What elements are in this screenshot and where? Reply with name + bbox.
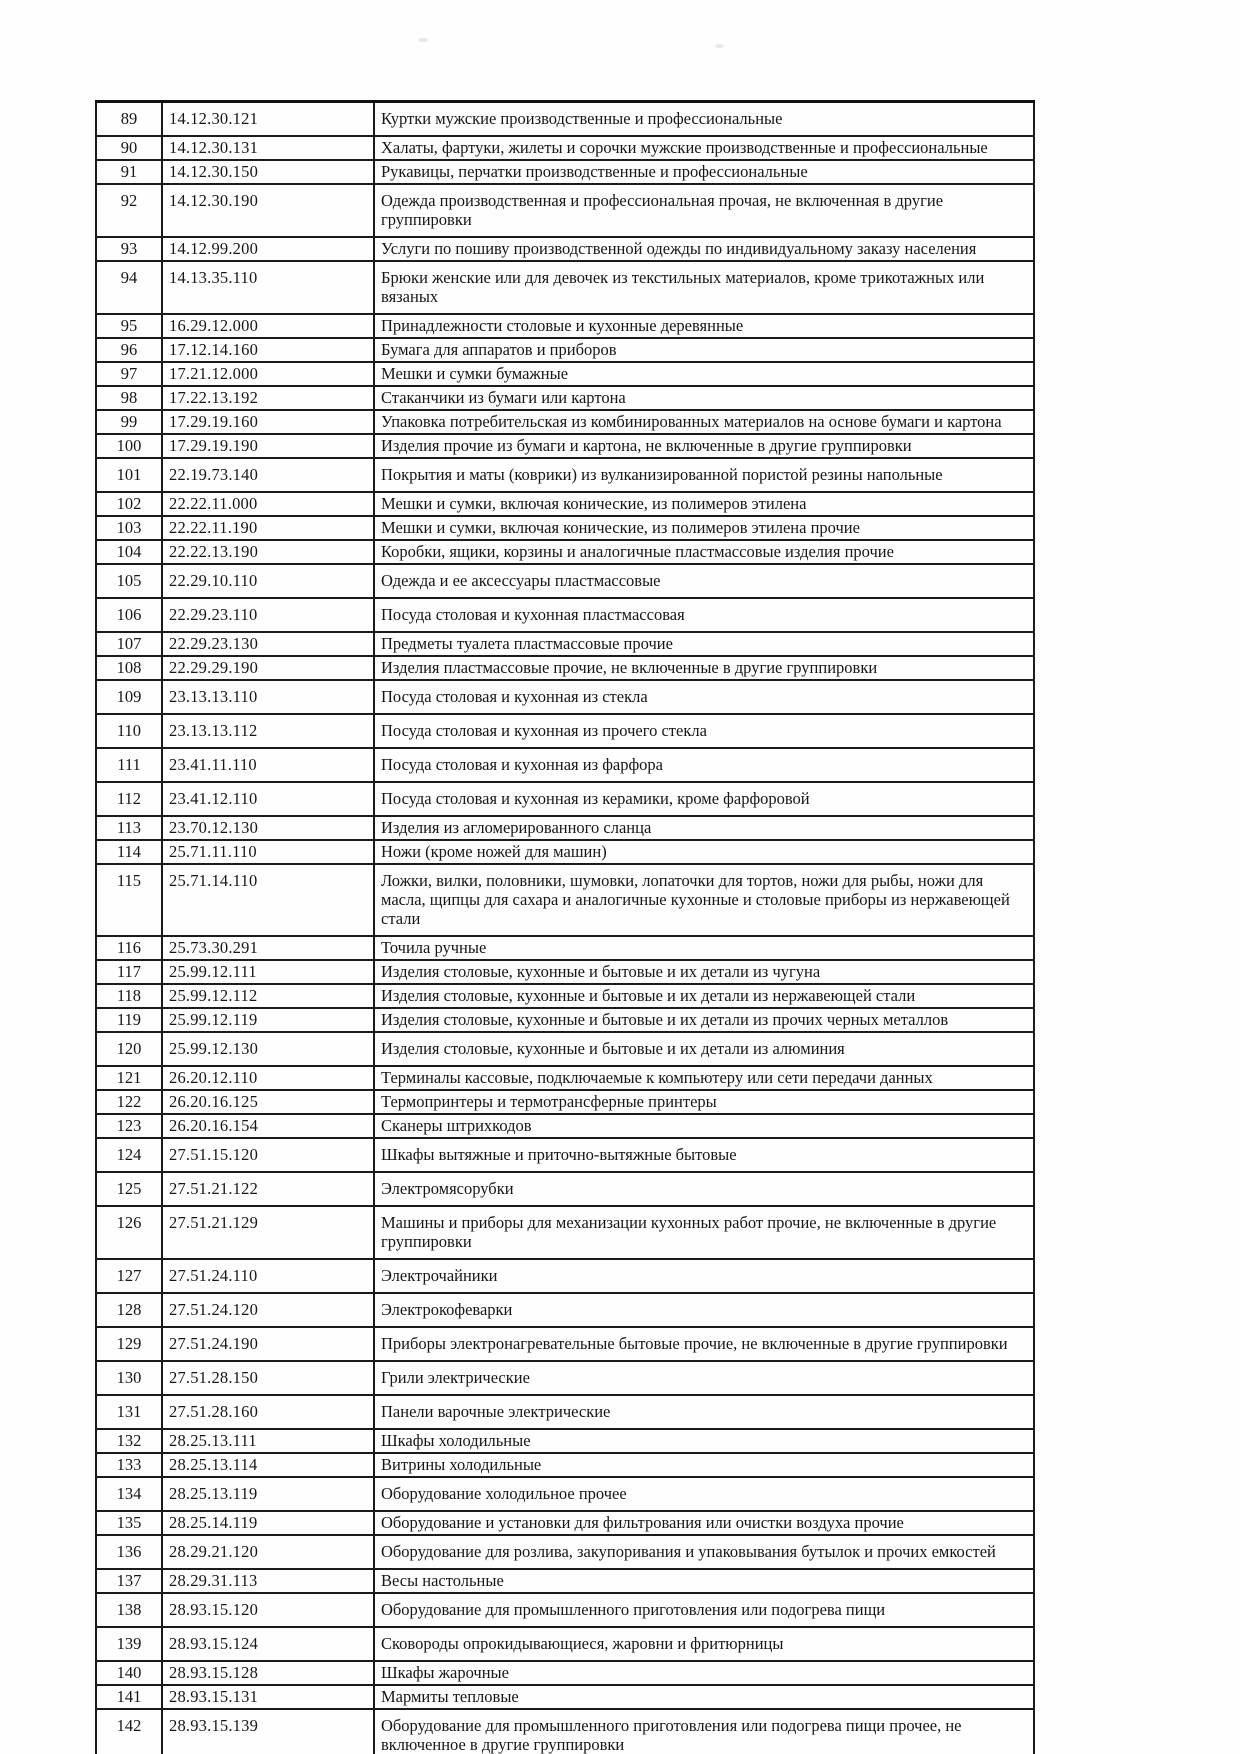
table-row xyxy=(96,1627,1034,1661)
row-number-cell: 95 xyxy=(96,314,162,338)
row-number-cell: 110 xyxy=(96,714,162,748)
product-name-cell: Услуги по пошиву производственной одежды по индивидуальному заказу населения xyxy=(374,237,1034,261)
row-number-cell: 130 xyxy=(96,1361,162,1395)
scan-smudge xyxy=(418,38,428,42)
row-number-cell: 114 xyxy=(96,840,162,864)
row-number-cell: 105 xyxy=(96,564,162,598)
row-number-cell: 133 xyxy=(96,1453,162,1477)
row-number-cell: 109 xyxy=(96,680,162,714)
product-name-cell: Изделия из агломерированного сланца xyxy=(374,816,1034,840)
product-name-cell: Изделия прочие из бумаги и картона, не включенные в другие группировки xyxy=(374,434,1034,458)
product-code-cell: 23.41.12.110 xyxy=(162,782,374,816)
product-name-cell: Оборудование для промышленного приготовления или подогрева пищи xyxy=(374,1593,1034,1627)
product-name-cell: Посуда столовая и кухонная из прочего стекла xyxy=(374,714,1034,748)
row-number-cell: 119 xyxy=(96,1008,162,1032)
table-row xyxy=(96,362,1034,386)
product-code-cell: 28.25.13.111 xyxy=(162,1429,374,1453)
row-number-cell: 101 xyxy=(96,458,162,492)
table-row xyxy=(96,1395,1034,1429)
table-row xyxy=(96,1709,1034,1754)
table-row xyxy=(96,1477,1034,1511)
row-number-cell: 113 xyxy=(96,816,162,840)
table-row xyxy=(96,816,1034,840)
product-code-cell: 28.25.13.114 xyxy=(162,1453,374,1477)
product-code-cell: 26.20.16.125 xyxy=(162,1090,374,1114)
product-name-cell: Одежда и ее аксессуары пластмассовые xyxy=(374,564,1034,598)
product-name-cell: Бумага для аппаратов и приборов xyxy=(374,338,1034,362)
row-number-cell: 141 xyxy=(96,1685,162,1709)
product-code-cell: 26.20.16.154 xyxy=(162,1114,374,1138)
table-row xyxy=(96,102,1034,137)
product-code-cell: 25.99.12.130 xyxy=(162,1032,374,1066)
product-code-cell: 27.51.21.129 xyxy=(162,1206,374,1259)
table-row xyxy=(96,1114,1034,1138)
row-number-cell: 99 xyxy=(96,410,162,434)
product-code-cell: 27.51.24.190 xyxy=(162,1327,374,1361)
product-name-cell: Коробки, ящики, корзины и аналогичные пластмассовые изделия прочие xyxy=(374,540,1034,564)
table-row xyxy=(96,984,1034,1008)
product-code-cell: 28.93.15.139 xyxy=(162,1709,374,1754)
row-number-cell: 121 xyxy=(96,1066,162,1090)
row-number-cell: 118 xyxy=(96,984,162,1008)
row-number-cell: 124 xyxy=(96,1138,162,1172)
product-code-cell: 28.25.13.119 xyxy=(162,1477,374,1511)
row-number-cell: 123 xyxy=(96,1114,162,1138)
product-name-cell: Витрины холодильные xyxy=(374,1453,1034,1477)
row-number-cell: 139 xyxy=(96,1627,162,1661)
table-row xyxy=(96,261,1034,314)
product-code-cell: 17.22.13.192 xyxy=(162,386,374,410)
product-name-cell: Электрочайники xyxy=(374,1259,1034,1293)
product-code-cell: 28.93.15.120 xyxy=(162,1593,374,1627)
row-number-cell: 112 xyxy=(96,782,162,816)
table-row xyxy=(96,864,1034,936)
table-row xyxy=(96,840,1034,864)
table-row xyxy=(96,1172,1034,1206)
table-row xyxy=(96,1327,1034,1361)
row-number-cell: 100 xyxy=(96,434,162,458)
table-row xyxy=(96,632,1034,656)
product-name-cell: Принадлежности столовые и кухонные деревянные xyxy=(374,314,1034,338)
row-number-cell: 136 xyxy=(96,1535,162,1569)
table-row xyxy=(96,458,1034,492)
table-row xyxy=(96,598,1034,632)
table-row xyxy=(96,160,1034,184)
product-name-cell: Изделия столовые, кухонные и бытовые и их детали из нержавеющей стали xyxy=(374,984,1034,1008)
table-row xyxy=(96,1661,1034,1685)
product-name-cell: Рукавицы, перчатки производственные и профессиональные xyxy=(374,160,1034,184)
table-row xyxy=(96,1593,1034,1627)
table-row xyxy=(96,1066,1034,1090)
table-row xyxy=(96,492,1034,516)
row-number-cell: 131 xyxy=(96,1395,162,1429)
row-number-cell: 140 xyxy=(96,1661,162,1685)
product-name-cell: Стаканчики из бумаги или картона xyxy=(374,386,1034,410)
product-code-cell: 28.93.15.131 xyxy=(162,1685,374,1709)
product-code-cell: 17.21.12.000 xyxy=(162,362,374,386)
table-row xyxy=(96,1032,1034,1066)
product-code-cell: 17.12.14.160 xyxy=(162,338,374,362)
product-name-cell: Мешки и сумки, включая конические, из полимеров этилена xyxy=(374,492,1034,516)
row-number-cell: 129 xyxy=(96,1327,162,1361)
product-name-cell: Оборудование для промышленного приготовления или подогрева пищи прочее, не включенное в другие группировки xyxy=(374,1709,1034,1754)
row-number-cell: 102 xyxy=(96,492,162,516)
product-code-cell: 22.22.11.000 xyxy=(162,492,374,516)
product-name-cell: Сканеры штрихкодов xyxy=(374,1114,1034,1138)
product-code-cell: 14.12.30.131 xyxy=(162,136,374,160)
product-name-cell: Панели варочные электрические xyxy=(374,1395,1034,1429)
table-row xyxy=(96,410,1034,434)
product-code-cell: 17.29.19.160 xyxy=(162,410,374,434)
row-number-cell: 89 xyxy=(96,102,162,137)
product-name-cell: Термопринтеры и термотрансферные принтеры xyxy=(374,1090,1034,1114)
product-code-cell: 26.20.12.110 xyxy=(162,1066,374,1090)
product-name-cell: Шкафы вытяжные и приточно-вытяжные бытовые xyxy=(374,1138,1034,1172)
product-name-cell: Упаковка потребительская из комбинированных материалов на основе бумаги и картона xyxy=(374,410,1034,434)
product-name-cell: Изделия столовые, кухонные и бытовые и их детали из алюминия xyxy=(374,1032,1034,1066)
table-row xyxy=(96,516,1034,540)
product-code-cell: 25.99.12.111 xyxy=(162,960,374,984)
product-name-cell: Электромясорубки xyxy=(374,1172,1034,1206)
product-code-cell: 22.22.13.190 xyxy=(162,540,374,564)
product-code-cell: 14.12.30.150 xyxy=(162,160,374,184)
row-number-cell: 111 xyxy=(96,748,162,782)
product-name-cell: Мешки и сумки, включая конические, из полимеров этилена прочие xyxy=(374,516,1034,540)
row-number-cell: 104 xyxy=(96,540,162,564)
row-number-cell: 116 xyxy=(96,936,162,960)
row-number-cell: 94 xyxy=(96,261,162,314)
product-name-cell: Оборудование и установки для фильтрования или очистки воздуха прочие xyxy=(374,1511,1034,1535)
row-number-cell: 134 xyxy=(96,1477,162,1511)
row-number-cell: 103 xyxy=(96,516,162,540)
table-row xyxy=(96,314,1034,338)
product-code-cell: 22.29.23.110 xyxy=(162,598,374,632)
table-row xyxy=(96,1685,1034,1709)
table-row xyxy=(96,960,1034,984)
product-code-cell: 14.12.30.190 xyxy=(162,184,374,237)
product-code-cell: 25.99.12.112 xyxy=(162,984,374,1008)
commodity-table xyxy=(95,100,1035,1754)
product-name-cell: Покрытия и маты (коврики) из вулканизированной пористой резины напольные xyxy=(374,458,1034,492)
product-name-cell: Изделия столовые, кухонные и бытовые и их детали из чугуна xyxy=(374,960,1034,984)
product-code-cell: 28.93.15.128 xyxy=(162,1661,374,1685)
product-name-cell: Сковороды опрокидывающиеся, жаровни и фритюрницы xyxy=(374,1627,1034,1661)
product-name-cell: Приборы электронагревательные бытовые прочие, не включенные в другие группировки xyxy=(374,1327,1034,1361)
table-row xyxy=(96,434,1034,458)
row-number-cell: 138 xyxy=(96,1593,162,1627)
product-name-cell: Грили электрические xyxy=(374,1361,1034,1395)
product-code-cell: 14.12.99.200 xyxy=(162,237,374,261)
product-name-cell: Куртки мужские производственные и профессиональные xyxy=(374,102,1034,137)
product-code-cell: 25.71.11.110 xyxy=(162,840,374,864)
row-number-cell: 108 xyxy=(96,656,162,680)
row-number-cell: 127 xyxy=(96,1259,162,1293)
product-name-cell: Оборудование для розлива, закупоривания и упаковывания бутылок и прочих емкостей xyxy=(374,1535,1034,1569)
product-code-cell: 17.29.19.190 xyxy=(162,434,374,458)
product-code-cell: 25.71.14.110 xyxy=(162,864,374,936)
row-number-cell: 93 xyxy=(96,237,162,261)
product-name-cell: Изделия пластмассовые прочие, не включенные в другие группировки xyxy=(374,656,1034,680)
product-name-cell: Посуда столовая и кухонная пластмассовая xyxy=(374,598,1034,632)
table-row xyxy=(96,656,1034,680)
product-name-cell: Весы настольные xyxy=(374,1569,1034,1593)
product-name-cell: Точила ручные xyxy=(374,936,1034,960)
table-row xyxy=(96,748,1034,782)
row-number-cell: 142 xyxy=(96,1709,162,1754)
row-number-cell: 117 xyxy=(96,960,162,984)
product-name-cell: Шкафы жарочные xyxy=(374,1661,1034,1685)
table-row xyxy=(96,1090,1034,1114)
table-row xyxy=(96,136,1034,160)
product-code-cell: 27.51.24.110 xyxy=(162,1259,374,1293)
row-number-cell: 97 xyxy=(96,362,162,386)
scan-smudge xyxy=(715,44,724,48)
product-code-cell: 22.29.10.110 xyxy=(162,564,374,598)
row-number-cell: 126 xyxy=(96,1206,162,1259)
row-number-cell: 98 xyxy=(96,386,162,410)
product-code-cell: 23.41.11.110 xyxy=(162,748,374,782)
product-name-cell: Мешки и сумки бумажные xyxy=(374,362,1034,386)
row-number-cell: 128 xyxy=(96,1293,162,1327)
product-code-cell: 27.51.24.120 xyxy=(162,1293,374,1327)
row-number-cell: 96 xyxy=(96,338,162,362)
row-number-cell: 90 xyxy=(96,136,162,160)
product-name-cell: Терминалы кассовые, подключаемые к компьютеру или сети передачи данных xyxy=(374,1066,1034,1090)
product-code-cell: 22.22.11.190 xyxy=(162,516,374,540)
product-code-cell: 27.51.21.122 xyxy=(162,1172,374,1206)
row-number-cell: 137 xyxy=(96,1569,162,1593)
product-name-cell: Посуда столовая и кухонная из стекла xyxy=(374,680,1034,714)
table-row xyxy=(96,782,1034,816)
table-row xyxy=(96,936,1034,960)
product-code-cell: 23.13.13.110 xyxy=(162,680,374,714)
product-code-cell: 23.13.13.112 xyxy=(162,714,374,748)
product-name-cell: Электрокофеварки xyxy=(374,1293,1034,1327)
table-row xyxy=(96,1453,1034,1477)
product-name-cell: Брюки женские или для девочек из текстильных материалов, кроме трикотажных или вязаных xyxy=(374,261,1034,314)
table-row xyxy=(96,1511,1034,1535)
product-name-cell: Посуда столовая и кухонная из фарфора xyxy=(374,748,1034,782)
row-number-cell: 91 xyxy=(96,160,162,184)
row-number-cell: 135 xyxy=(96,1511,162,1535)
row-number-cell: 107 xyxy=(96,632,162,656)
product-code-cell: 23.70.12.130 xyxy=(162,816,374,840)
table-row xyxy=(96,1535,1034,1569)
product-code-cell: 25.99.12.119 xyxy=(162,1008,374,1032)
product-code-cell: 22.29.23.130 xyxy=(162,632,374,656)
table-row xyxy=(96,1429,1034,1453)
product-code-cell: 16.29.12.000 xyxy=(162,314,374,338)
table-row xyxy=(96,1259,1034,1293)
product-name-cell: Изделия столовые, кухонные и бытовые и их детали из прочих черных металлов xyxy=(374,1008,1034,1032)
product-name-cell: Одежда производственная и профессиональная прочая, не включенная в другие группировки xyxy=(374,184,1034,237)
row-number-cell: 132 xyxy=(96,1429,162,1453)
product-code-cell: 14.12.30.121 xyxy=(162,102,374,137)
table-row xyxy=(96,1569,1034,1593)
row-number-cell: 115 xyxy=(96,864,162,936)
product-code-cell: 28.93.15.124 xyxy=(162,1627,374,1661)
row-number-cell: 122 xyxy=(96,1090,162,1114)
table-row xyxy=(96,237,1034,261)
product-name-cell: Машины и приборы для механизации кухонных работ прочие, не включенные в другие группировки xyxy=(374,1206,1034,1259)
row-number-cell: 92 xyxy=(96,184,162,237)
product-code-cell: 27.51.28.150 xyxy=(162,1361,374,1395)
product-name-cell: Ножи (кроме ножей для машин) xyxy=(374,840,1034,864)
product-code-cell: 28.25.14.119 xyxy=(162,1511,374,1535)
table-row xyxy=(96,680,1034,714)
product-name-cell: Посуда столовая и кухонная из керамики, кроме фарфоровой xyxy=(374,782,1034,816)
product-code-cell: 22.19.73.140 xyxy=(162,458,374,492)
product-name-cell: Ложки, вилки, половники, шумовки, лопаточки для тортов, ножи для рыбы, ножи для масла, щипцы для сахара и аналогичные кухонные и столовые приборы из нержавеющей стали xyxy=(374,864,1034,936)
table-row xyxy=(96,1206,1034,1259)
table-row xyxy=(96,338,1034,362)
product-code-cell: 28.29.21.120 xyxy=(162,1535,374,1569)
table-row xyxy=(96,1293,1034,1327)
table-row xyxy=(96,1008,1034,1032)
product-code-cell: 27.51.28.160 xyxy=(162,1395,374,1429)
table-row xyxy=(96,1138,1034,1172)
product-name-cell: Оборудование холодильное прочее xyxy=(374,1477,1034,1511)
table-row xyxy=(96,1361,1034,1395)
product-code-cell: 25.73.30.291 xyxy=(162,936,374,960)
row-number-cell: 120 xyxy=(96,1032,162,1066)
table-row xyxy=(96,184,1034,237)
table-row xyxy=(96,564,1034,598)
table-row xyxy=(96,714,1034,748)
commodity-table-body xyxy=(96,102,1034,1754)
row-number-cell: 106 xyxy=(96,598,162,632)
product-name-cell: Предметы туалета пластмассовые прочие xyxy=(374,632,1034,656)
product-name-cell: Мармиты тепловые xyxy=(374,1685,1034,1709)
product-code-cell: 28.29.31.113 xyxy=(162,1569,374,1593)
product-name-cell: Шкафы холодильные xyxy=(374,1429,1034,1453)
product-code-cell: 14.13.35.110 xyxy=(162,261,374,314)
product-code-cell: 27.51.15.120 xyxy=(162,1138,374,1172)
product-code-cell: 22.29.29.190 xyxy=(162,656,374,680)
product-name-cell: Халаты, фартуки, жилеты и сорочки мужские производственные и профессиональные xyxy=(374,136,1034,160)
row-number-cell: 125 xyxy=(96,1172,162,1206)
table-row xyxy=(96,386,1034,410)
table-row xyxy=(96,540,1034,564)
